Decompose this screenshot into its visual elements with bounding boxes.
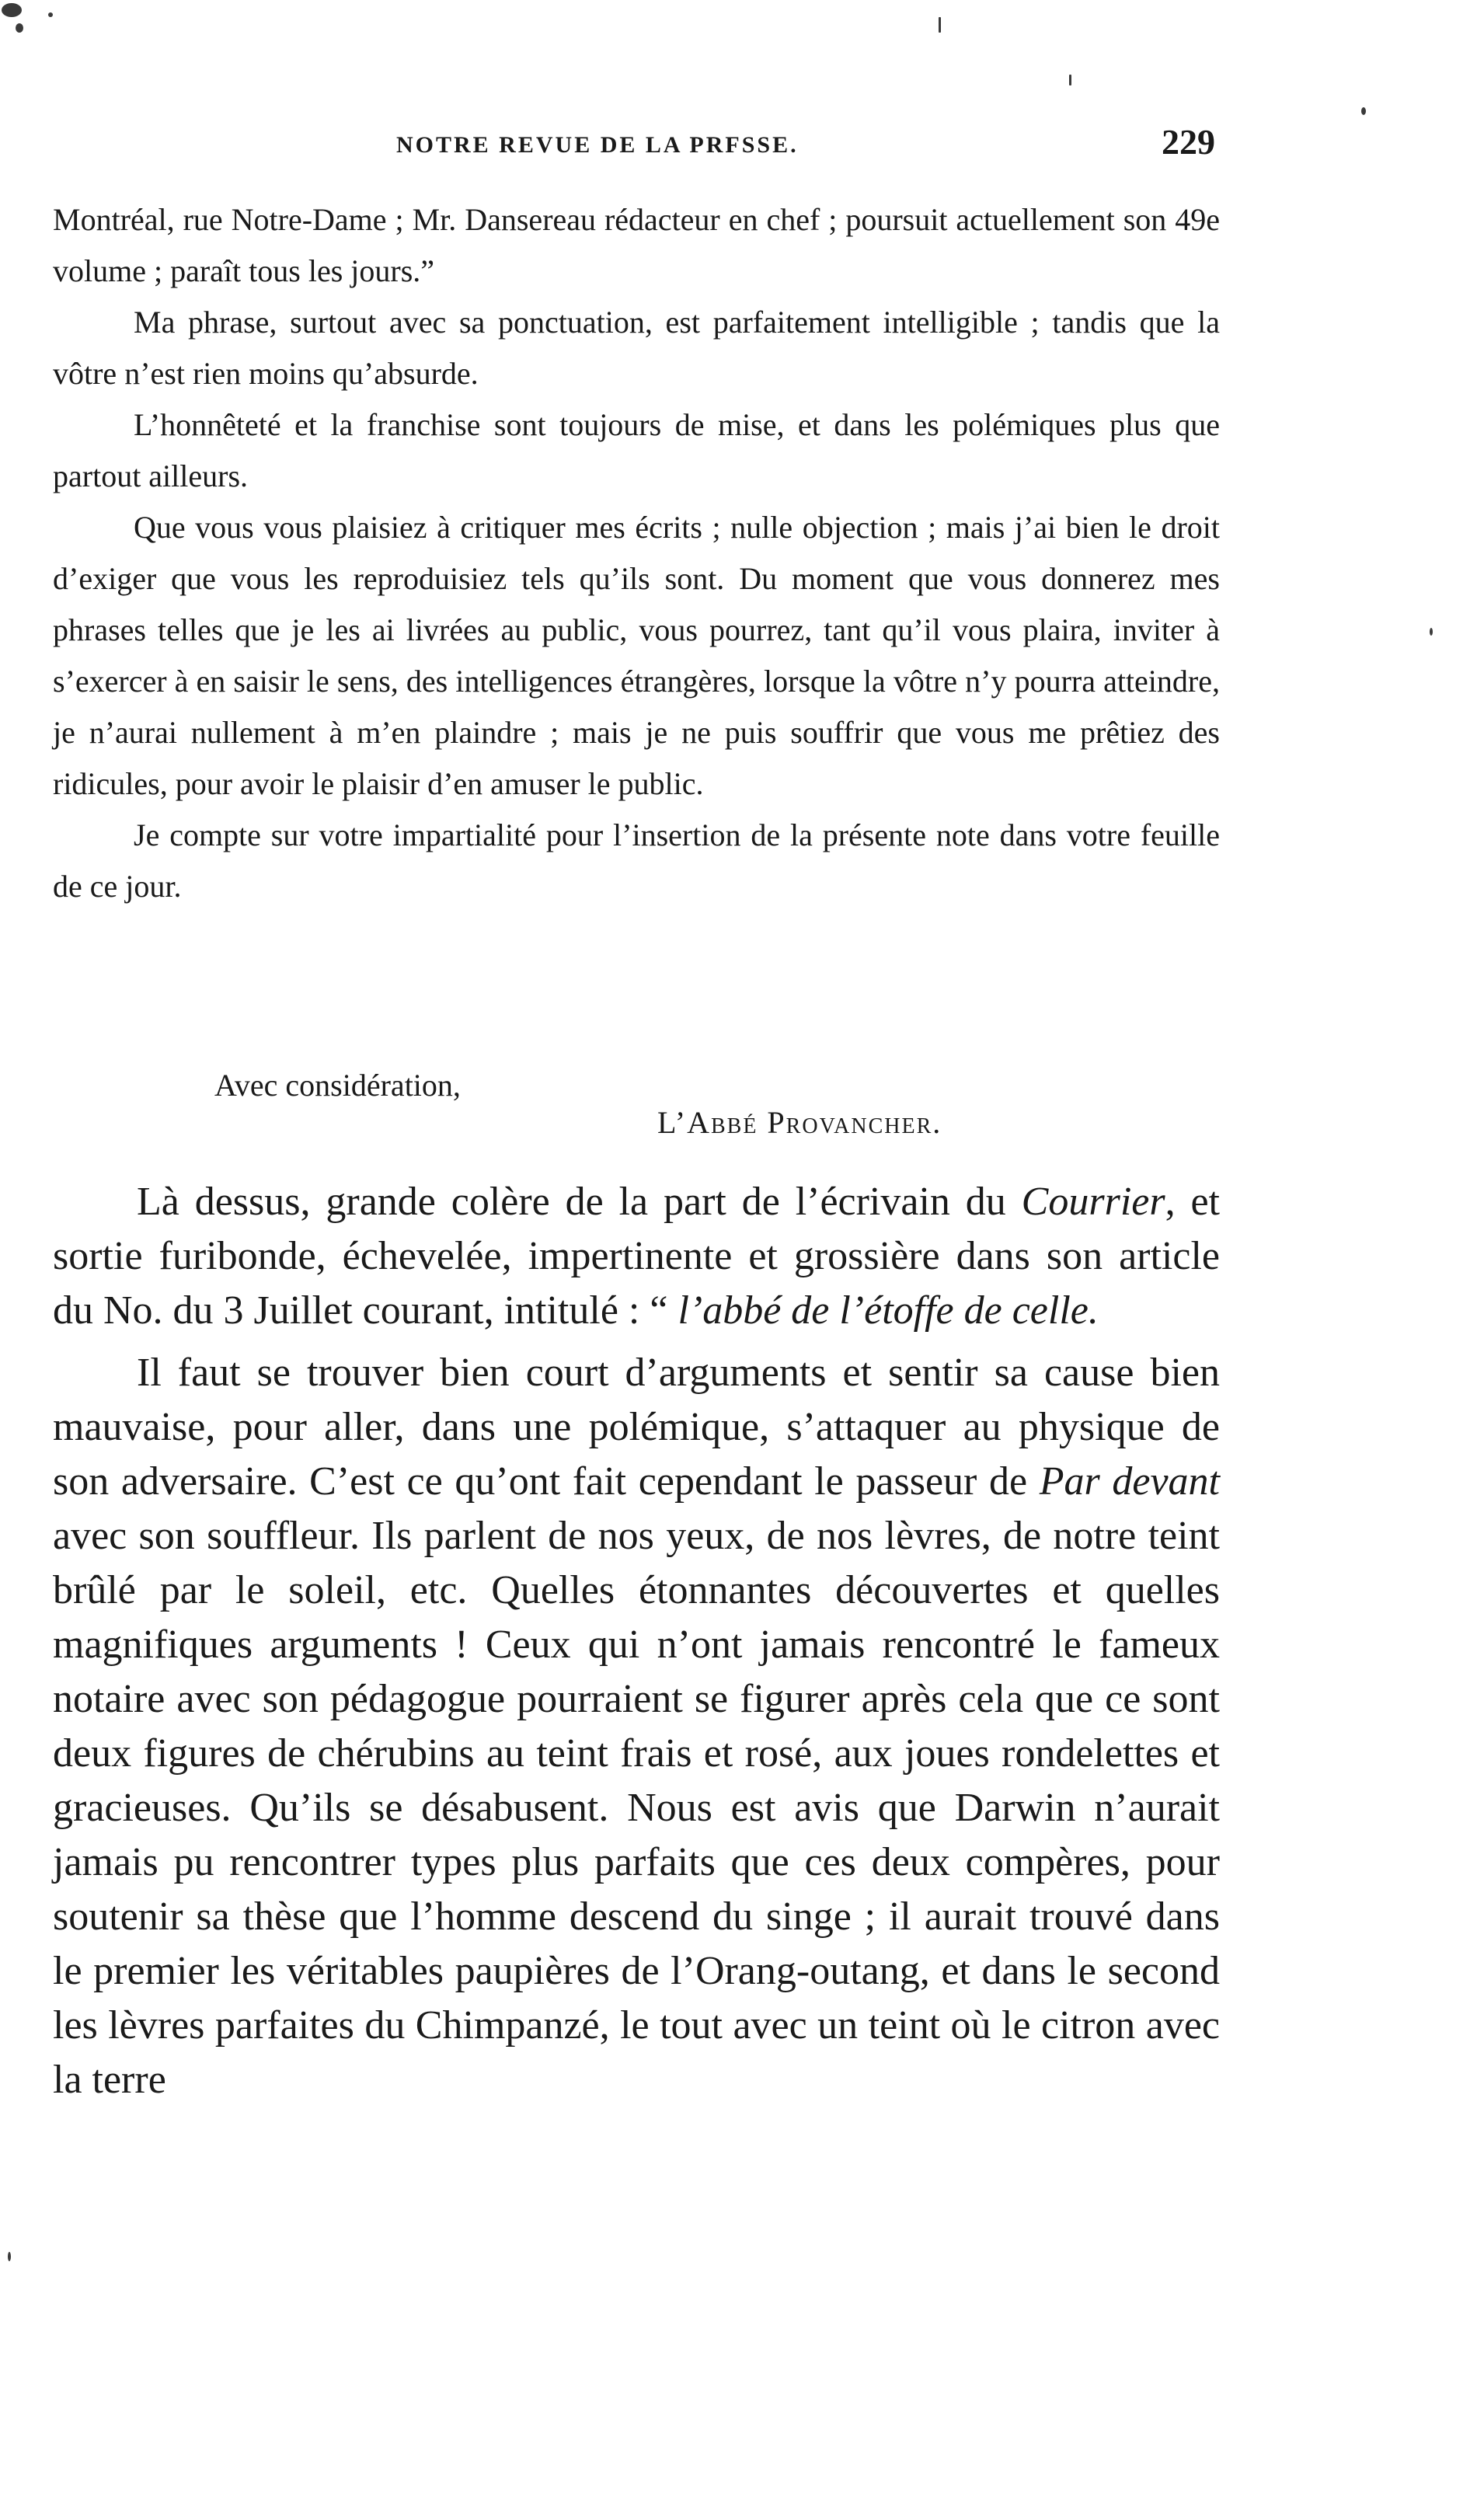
scan-speck [1069, 75, 1071, 85]
scan-speck [1430, 628, 1433, 636]
letter-paragraph: L’honnêteté et la franchise sont toujours de mise, et dans les polémiques plus que partout ailleurs. [53, 407, 1220, 493]
article-body [53, 1175, 1220, 2107]
letter-paragraph: Que vous vous plaisiez à critiquer mes écrits ; nulle objection ; mais j’ai bien le droit d’exiger que vous les reproduisiez tels qu’ils sont. Du moment que vous donnerez mes phrases telles que je les ai livrées au public, vous pourrez, tant qu’il vous plaira, inviter à s’exercer à en saisir le sens, des intelligences étrangères, lorsque la vôtre n’y pourra atteindre, je n’aurai nullement à m’en plaindre ; mais je ne puis souffrir que vous me prêtiez des ridicules, pour avoir le plaisir d’en amuser le public. [53, 510, 1220, 801]
letter-signature: L’Abbé Provancher. [657, 1105, 942, 1140]
body-text: Là dessus, grande colère de la part de l’écrivain du [137, 1180, 1022, 1224]
body-text: Il faut se trouver bien court d’arguments et sentir sa cause bien mauvaise, pour aller, dans une polémique, s’attaquer au physique de son adversaire. C’est ce qu’ont fait cependant le passeur de [53, 1351, 1220, 1504]
letter-block [53, 194, 1220, 912]
body-text: avec son souffleur. Ils parlent de nos yeux, de nos lèvres, de notre teint brûlé par le soleil, etc. Quelles étonnantes découvertes et quelles magnifiques arguments ! Ceux qui n’ont jamais rencontré le fameux notaire avec son pédagogue pourraient se figurer après cela que ce sont deux figures de chérubins au teint frais et rosé, aux joues rondelettes et gracieuses. Qu’ils se désabusent. Nous est avis que Darwin n’aurait jamais pu rencontrer types plus parfaits que ces deux compères, pour soutenir sa thèse que l’homme descend du singe ; il aurait trouvé dans le premier les véritables paupières de l’Orang-outang, et dans le second les lèvres parfaites du Chimpanzé, le tout avec un teint où le citron avec la terre [53, 1514, 1220, 2102]
page-header [53, 121, 1218, 168]
letter-paragraph: Montréal, rue Notre-Dame ; Mr. Dansereau rédacteur en chef ; poursuit actuellement son 49e volume ; paraît tous les jours.” [53, 202, 1220, 288]
running-title: NOTRE REVUE DE LA PRFSSE. [396, 132, 799, 158]
scan-speck [16, 23, 23, 33]
italic-article-title: l’abbé de l’étoffe de celle. [678, 1288, 1099, 1333]
italic-publication-name: Courrier [1021, 1180, 1165, 1224]
body-paragraph [53, 1175, 1220, 1338]
page-number: 229 [1162, 122, 1215, 162]
scan-speck [48, 12, 53, 17]
letter-paragraph: Ma phrase, surtout avec sa ponctuation, est parfaitement intelligible ; tandis que la vôtre n’est rien moins qu’absurde. [53, 305, 1220, 391]
italic-publication-name: Par devant [1039, 1459, 1220, 1504]
letter-paragraph: Je compte sur votre impartialité pour l’insertion de la présente note dans votre feuille de ce jour. [53, 817, 1220, 904]
body-paragraph [53, 1346, 1220, 2107]
scan-speck [2, 3, 22, 17]
body-text: , et sortie furibonde, échevelée, impertinente et grossière dans son article du No. du 3 Juillet courant, intitulé : “ [53, 1180, 1221, 1333]
scan-speck [939, 17, 941, 33]
scan-speck [1361, 107, 1366, 115]
letter-closing: Avec considération, [214, 1068, 461, 1103]
scan-speck [8, 2252, 11, 2261]
